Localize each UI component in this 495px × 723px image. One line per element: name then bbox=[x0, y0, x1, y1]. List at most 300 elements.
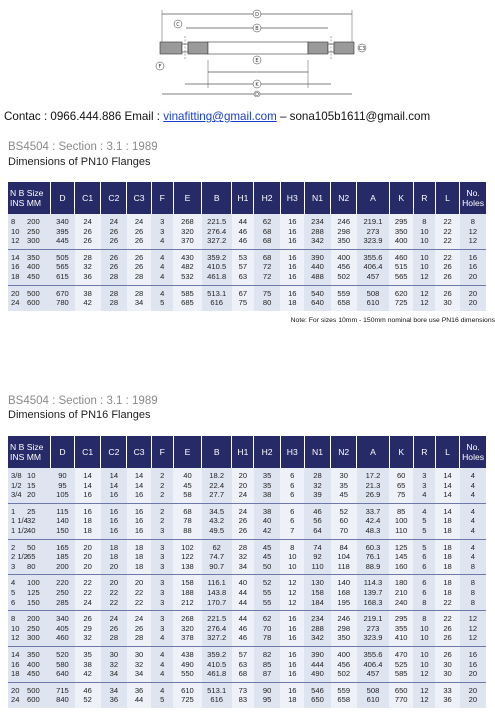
table-cell: 320 bbox=[173, 227, 201, 237]
size-mm: 15 bbox=[27, 480, 36, 490]
table-cell: 160 bbox=[389, 562, 413, 575]
table-cell: 221.5 bbox=[202, 611, 232, 624]
table-cell: 12 bbox=[280, 575, 304, 588]
table-cell: 2 bbox=[151, 468, 173, 481]
table-cell: 45 bbox=[173, 481, 201, 491]
size-mm: 300 bbox=[27, 236, 40, 246]
table-cell: 24 bbox=[101, 214, 127, 227]
table-cell: 72 bbox=[254, 262, 280, 272]
table-cell: 725 bbox=[173, 695, 201, 708]
table-cell: 378 bbox=[173, 633, 201, 646]
table-cell: 130 bbox=[304, 575, 330, 588]
table-cell: 24 bbox=[232, 490, 254, 503]
table-cell: 250 bbox=[50, 588, 74, 598]
table-cell: 68 bbox=[254, 249, 280, 262]
table-cell: 273 bbox=[357, 624, 389, 634]
table-row bbox=[8, 660, 486, 670]
table-cell: 16 bbox=[127, 503, 151, 516]
table-cell: 35 bbox=[75, 646, 101, 659]
size-inches: 16 bbox=[11, 262, 20, 272]
table-cell: 14 bbox=[435, 490, 459, 503]
table-cell: 14 bbox=[435, 481, 459, 491]
size-cell bbox=[8, 575, 50, 588]
table-cell: 6 bbox=[413, 562, 435, 575]
table-cell: 16 bbox=[127, 526, 151, 539]
table-row bbox=[8, 227, 486, 237]
table-cell: 46 bbox=[75, 682, 101, 695]
table-cell: 55 bbox=[254, 588, 280, 598]
table-cell: 22 bbox=[101, 598, 127, 611]
size-cell bbox=[8, 646, 50, 659]
table-cell: 4 bbox=[151, 272, 173, 285]
table-cell: 16 bbox=[460, 262, 486, 272]
table-row bbox=[8, 214, 486, 227]
table-cell: 559 bbox=[331, 285, 357, 298]
table-cell: 76.1 bbox=[357, 552, 389, 562]
table-cell: 36 bbox=[75, 272, 101, 285]
table-cell: 88 bbox=[173, 526, 201, 539]
table-cell: 90.7 bbox=[202, 562, 232, 575]
email-link-primary[interactable]: vinafitting@gmail.com bbox=[163, 110, 277, 123]
size-mm: 40 bbox=[27, 525, 36, 535]
table-cell: 410.5 bbox=[202, 660, 232, 670]
table-cell: 212 bbox=[173, 598, 201, 611]
table-cell: 2 bbox=[151, 490, 173, 503]
table-cell: 240 bbox=[389, 598, 413, 611]
table-cell: 42 bbox=[75, 298, 101, 311]
table-cell: 18 bbox=[435, 552, 459, 562]
table-cell: 48.3 bbox=[357, 526, 389, 539]
table-cell: 26 bbox=[127, 236, 151, 249]
table-cell: 32 bbox=[127, 660, 151, 670]
table-cell: 18 bbox=[127, 552, 151, 562]
table-cell: 10 bbox=[413, 227, 435, 237]
pn16-caption: Dimensions of PN16 Flanges bbox=[8, 409, 151, 421]
table-row bbox=[8, 695, 486, 708]
table-cell: 184 bbox=[304, 598, 330, 611]
table-cell: 20 bbox=[232, 468, 254, 481]
table-cell: 406.4 bbox=[357, 660, 389, 670]
table-cell: 20 bbox=[127, 575, 151, 588]
table-cell: 30 bbox=[101, 646, 127, 659]
size-mm: 350 bbox=[27, 252, 40, 262]
table-cell: 44 bbox=[232, 598, 254, 611]
pn16-section-heading: BS4504 : Section : 3.1 : 1989 bbox=[8, 395, 158, 407]
table-cell: 4 bbox=[460, 526, 486, 539]
column-header: A bbox=[357, 436, 389, 468]
table-cell: 610 bbox=[357, 298, 389, 311]
table-cell: 3 bbox=[151, 539, 173, 552]
table-row bbox=[8, 682, 486, 695]
table-cell: 75 bbox=[389, 490, 413, 503]
size-inches: 8 bbox=[11, 614, 16, 624]
column-header: H1 bbox=[232, 182, 254, 214]
size-cell bbox=[8, 526, 50, 539]
table-cell: 26 bbox=[101, 624, 127, 634]
table-cell: 4 bbox=[151, 262, 173, 272]
table-cell: 18 bbox=[127, 562, 151, 575]
diagram-label-c: C bbox=[176, 22, 180, 28]
table-cell: 246 bbox=[331, 214, 357, 227]
column-header: C2 bbox=[101, 436, 127, 468]
table-cell: 27.7 bbox=[202, 490, 232, 503]
table-cell: 12 bbox=[413, 682, 435, 695]
table-cell: 725 bbox=[389, 298, 413, 311]
table-cell: 12 bbox=[460, 227, 486, 237]
table-row bbox=[8, 633, 486, 646]
size-inches: 10 bbox=[11, 623, 20, 633]
table-cell: 16 bbox=[280, 214, 304, 227]
column-header: H2 bbox=[254, 182, 280, 214]
table-cell: 6 bbox=[280, 468, 304, 481]
table-cell: 10 bbox=[280, 552, 304, 562]
table-row bbox=[8, 562, 486, 575]
table-cell: 400 bbox=[331, 646, 357, 659]
table-cell: 616 bbox=[202, 695, 232, 708]
table-row bbox=[8, 490, 486, 503]
table-cell: 32 bbox=[75, 262, 101, 272]
table-cell: 273 bbox=[357, 227, 389, 237]
size-cell bbox=[8, 611, 50, 624]
table-cell: 461.8 bbox=[202, 272, 232, 285]
column-header: B bbox=[202, 182, 232, 214]
table-cell: 22 bbox=[435, 236, 459, 249]
table-cell: 3 bbox=[151, 624, 173, 634]
table-cell: 12 bbox=[460, 611, 486, 624]
table-cell: 5 bbox=[413, 539, 435, 552]
table-cell: 565 bbox=[50, 262, 74, 272]
table-row bbox=[8, 588, 486, 598]
table-cell: 26 bbox=[127, 227, 151, 237]
table-cell: 62 bbox=[202, 539, 232, 552]
table-cell: 20 bbox=[232, 481, 254, 491]
size-cell bbox=[8, 285, 50, 298]
table-cell: 50 bbox=[254, 562, 280, 575]
table-cell: 457 bbox=[357, 669, 389, 682]
table-cell: 285 bbox=[50, 598, 74, 611]
size-mm: 50 bbox=[27, 542, 36, 552]
table-cell: 32 bbox=[304, 481, 330, 491]
table-cell: 22 bbox=[127, 598, 151, 611]
table-cell: 45 bbox=[331, 490, 357, 503]
table-cell: 12 bbox=[413, 695, 435, 708]
table-cell: 38 bbox=[75, 285, 101, 298]
table-cell: 88.9 bbox=[357, 562, 389, 575]
table-cell: 16 bbox=[127, 516, 151, 526]
table-cell: 3 bbox=[151, 588, 173, 598]
size-inches: 1 1/4 bbox=[11, 516, 28, 526]
table-cell: 22 bbox=[75, 588, 101, 598]
table-cell: 64 bbox=[304, 526, 330, 539]
table-cell: 440 bbox=[304, 262, 330, 272]
size-cell bbox=[8, 588, 50, 598]
table-cell: 4 bbox=[460, 539, 486, 552]
table-cell: 140 bbox=[50, 516, 74, 526]
table-cell: 26.9 bbox=[357, 490, 389, 503]
table-cell: 20 bbox=[460, 695, 486, 708]
table-cell: 16 bbox=[280, 272, 304, 285]
table-cell: 38 bbox=[75, 660, 101, 670]
size-mm: 80 bbox=[27, 561, 36, 571]
table-cell: 24 bbox=[101, 611, 127, 624]
table-cell: 24 bbox=[75, 598, 101, 611]
table-cell: 685 bbox=[173, 298, 201, 311]
table-cell: 780 bbox=[50, 298, 74, 311]
table-cell: 75 bbox=[254, 285, 280, 298]
table-cell: 150 bbox=[50, 526, 74, 539]
table-cell: 4 bbox=[151, 236, 173, 249]
table-cell: 40 bbox=[232, 575, 254, 588]
table-cell: 546 bbox=[304, 682, 330, 695]
table-cell: 18 bbox=[101, 539, 127, 552]
table-cell: 390 bbox=[304, 249, 330, 262]
table-cell: 2 bbox=[151, 481, 173, 491]
table-cell: 6 bbox=[280, 481, 304, 491]
table-cell: 295 bbox=[389, 214, 413, 227]
table-cell: 26 bbox=[101, 262, 127, 272]
size-mm: 100 bbox=[27, 578, 40, 588]
table-cell: 18 bbox=[75, 526, 101, 539]
size-inches: 1 1/2 bbox=[11, 525, 28, 535]
table-cell: 78 bbox=[254, 633, 280, 646]
size-cell bbox=[8, 516, 50, 526]
table-cell: 158 bbox=[173, 575, 201, 588]
table-cell: 30 bbox=[435, 660, 459, 670]
table-cell: 430 bbox=[173, 249, 201, 262]
table-cell: 18 bbox=[101, 552, 127, 562]
table-cell: 502 bbox=[331, 669, 357, 682]
size-cell bbox=[8, 660, 50, 670]
table-cell: 16 bbox=[280, 611, 304, 624]
column-header: L bbox=[435, 182, 459, 214]
table-cell: 2 bbox=[151, 503, 173, 516]
size-inches: 12 bbox=[11, 633, 20, 643]
table-cell: 28 bbox=[101, 272, 127, 285]
table-cell: 34 bbox=[101, 682, 127, 695]
table-cell: 43.2 bbox=[202, 516, 232, 526]
table-cell: 35 bbox=[331, 481, 357, 491]
table-cell: 5 bbox=[151, 695, 173, 708]
size-cell bbox=[8, 214, 50, 227]
table-cell: 10 bbox=[413, 624, 435, 634]
table-row bbox=[8, 503, 486, 516]
size-inches: 1 bbox=[11, 506, 16, 516]
table-cell: 39 bbox=[304, 490, 330, 503]
table-cell: 70 bbox=[254, 624, 280, 634]
table-cell: 18.2 bbox=[202, 468, 232, 481]
table-cell: 3 bbox=[151, 526, 173, 539]
table-cell: 26 bbox=[127, 262, 151, 272]
table-cell: 12 bbox=[413, 298, 435, 311]
column-header: F bbox=[151, 436, 173, 468]
table-cell: 110 bbox=[304, 562, 330, 575]
table-cell: 456 bbox=[331, 262, 357, 272]
table-cell: 10 bbox=[413, 249, 435, 262]
table-cell: 16 bbox=[280, 669, 304, 682]
table-cell: 3 bbox=[151, 552, 173, 562]
table-row bbox=[8, 285, 486, 298]
table-cell: 26 bbox=[75, 236, 101, 249]
table-cell: 14 bbox=[75, 481, 101, 491]
table-cell: 42 bbox=[75, 669, 101, 682]
table-cell: 20 bbox=[75, 552, 101, 562]
table-row bbox=[8, 272, 486, 285]
table-cell: 72 bbox=[254, 272, 280, 285]
table-cell: 488 bbox=[304, 272, 330, 285]
table-cell: 46 bbox=[232, 227, 254, 237]
size-mm: 400 bbox=[27, 262, 40, 272]
table-cell: 5 bbox=[151, 298, 173, 311]
column-header: N1 bbox=[304, 182, 330, 214]
table-cell: 188 bbox=[173, 588, 201, 598]
table-cell: 33.7 bbox=[357, 503, 389, 516]
column-header: C1 bbox=[75, 182, 101, 214]
table-cell: 340 bbox=[50, 611, 74, 624]
table-cell: 26 bbox=[101, 227, 127, 237]
table-cell: 143.8 bbox=[202, 588, 232, 598]
table-cell: 102 bbox=[173, 539, 201, 552]
table-cell: 140 bbox=[331, 575, 357, 588]
table-cell: 295 bbox=[389, 611, 413, 624]
column-header: C3 bbox=[127, 182, 151, 214]
table-cell: 53 bbox=[232, 249, 254, 262]
table-cell: 650 bbox=[304, 695, 330, 708]
table-cell: 20 bbox=[75, 539, 101, 552]
size-mm: 600 bbox=[27, 298, 40, 308]
size-inches: 8 bbox=[11, 217, 16, 226]
column-header: N1 bbox=[304, 436, 330, 468]
table-cell: 16 bbox=[280, 249, 304, 262]
table-cell: 298 bbox=[331, 227, 357, 237]
table-cell: 28 bbox=[304, 468, 330, 481]
table-cell: 4 bbox=[460, 516, 486, 526]
table-cell: 118 bbox=[331, 562, 357, 575]
size-cell bbox=[8, 272, 50, 285]
column-header: B bbox=[202, 436, 232, 468]
size-cell bbox=[8, 236, 50, 249]
table-cell: 4 bbox=[460, 552, 486, 562]
size-inches: 10 bbox=[11, 226, 20, 236]
table-cell: 85 bbox=[254, 660, 280, 670]
table-cell: 20 bbox=[460, 682, 486, 695]
table-row bbox=[8, 539, 486, 552]
table-cell: 90 bbox=[50, 468, 74, 481]
size-mm: 32 bbox=[27, 516, 36, 526]
table-cell: 359.2 bbox=[202, 646, 232, 659]
table-cell: 505 bbox=[50, 249, 74, 262]
table-cell: 16 bbox=[280, 660, 304, 670]
column-header: E bbox=[173, 436, 201, 468]
column-header: No. Holes bbox=[460, 436, 486, 468]
table-cell: 18 bbox=[280, 695, 304, 708]
size-inches: 3/4 bbox=[11, 490, 22, 500]
size-inches: 3 bbox=[11, 561, 16, 571]
table-cell: 22 bbox=[75, 575, 101, 588]
table-cell: 4 bbox=[151, 633, 173, 646]
table-cell: 18 bbox=[435, 575, 459, 588]
table-cell: 30 bbox=[435, 298, 459, 311]
size-mm: 125 bbox=[27, 587, 40, 597]
table-cell: 138 bbox=[173, 562, 201, 575]
table-cell: 26 bbox=[232, 516, 254, 526]
size-mm: 25 bbox=[27, 506, 36, 516]
table-row bbox=[8, 298, 486, 311]
size-mm: 500 bbox=[27, 685, 40, 695]
table-cell: 715 bbox=[50, 682, 74, 695]
table-cell: 355.6 bbox=[357, 646, 389, 659]
table-cell: 246 bbox=[331, 611, 357, 624]
table-cell: 24 bbox=[127, 214, 151, 227]
table-cell: 8 bbox=[413, 598, 435, 611]
table-cell: 6 bbox=[280, 490, 304, 503]
size-mm: 600 bbox=[27, 695, 40, 705]
table-cell: 4 bbox=[151, 660, 173, 670]
table-cell: 45 bbox=[254, 539, 280, 552]
column-header: H3 bbox=[280, 182, 304, 214]
table-cell: 18 bbox=[435, 516, 459, 526]
table-cell: 21.3 bbox=[357, 481, 389, 491]
table-cell: 658 bbox=[331, 298, 357, 311]
table-cell: 460 bbox=[389, 249, 413, 262]
table-cell: 3 bbox=[151, 575, 173, 588]
column-header: K bbox=[389, 182, 413, 214]
email-secondary: sona105b1611@gmail.com bbox=[289, 110, 431, 123]
table-cell: 34 bbox=[127, 298, 151, 311]
table-cell: 114.3 bbox=[357, 575, 389, 588]
size-cell bbox=[8, 633, 50, 646]
table-row bbox=[8, 552, 486, 562]
column-header: R bbox=[413, 436, 435, 468]
table-cell: 6 bbox=[413, 588, 435, 598]
table-cell: 35 bbox=[254, 481, 280, 491]
table-cell: 8 bbox=[280, 539, 304, 552]
table-cell: 234 bbox=[304, 611, 330, 624]
column-header: N2 bbox=[331, 182, 357, 214]
table-cell: 502 bbox=[331, 272, 357, 285]
table-cell: 24 bbox=[75, 214, 101, 227]
table-cell: 610 bbox=[173, 682, 201, 695]
table-cell: 30 bbox=[127, 646, 151, 659]
table-cell: 221.5 bbox=[202, 214, 232, 227]
size-cell bbox=[8, 682, 50, 695]
table-cell: 616 bbox=[202, 298, 232, 311]
size-mm: 250 bbox=[27, 623, 40, 633]
table-cell: 16 bbox=[280, 236, 304, 249]
table-cell: 34 bbox=[101, 669, 127, 682]
size-cell bbox=[8, 624, 50, 634]
table-cell: 16 bbox=[460, 646, 486, 659]
table-cell: 78 bbox=[173, 516, 201, 526]
table-cell: 82 bbox=[254, 646, 280, 659]
table-cell: 145 bbox=[389, 552, 413, 562]
table-cell: 457 bbox=[357, 272, 389, 285]
column-header: H1 bbox=[232, 436, 254, 468]
table-cell: 234 bbox=[304, 214, 330, 227]
column-header: C2 bbox=[101, 182, 127, 214]
table-cell: 4 bbox=[151, 249, 173, 262]
table-cell: 4 bbox=[151, 682, 173, 695]
table-cell: 490 bbox=[304, 669, 330, 682]
table-cell: 28 bbox=[127, 272, 151, 285]
table-cell: 122 bbox=[173, 552, 201, 562]
pn10-note: Note: For sizes 10mm - 150mm nominal bore use PN16 dimensions bbox=[290, 317, 495, 324]
table-cell: 104 bbox=[331, 552, 357, 562]
table-cell: 8 bbox=[460, 598, 486, 611]
table-cell: 52 bbox=[331, 503, 357, 516]
table-cell: 370 bbox=[173, 236, 201, 249]
table-cell: 6 bbox=[280, 503, 304, 516]
size-inches: 20 bbox=[11, 685, 20, 695]
